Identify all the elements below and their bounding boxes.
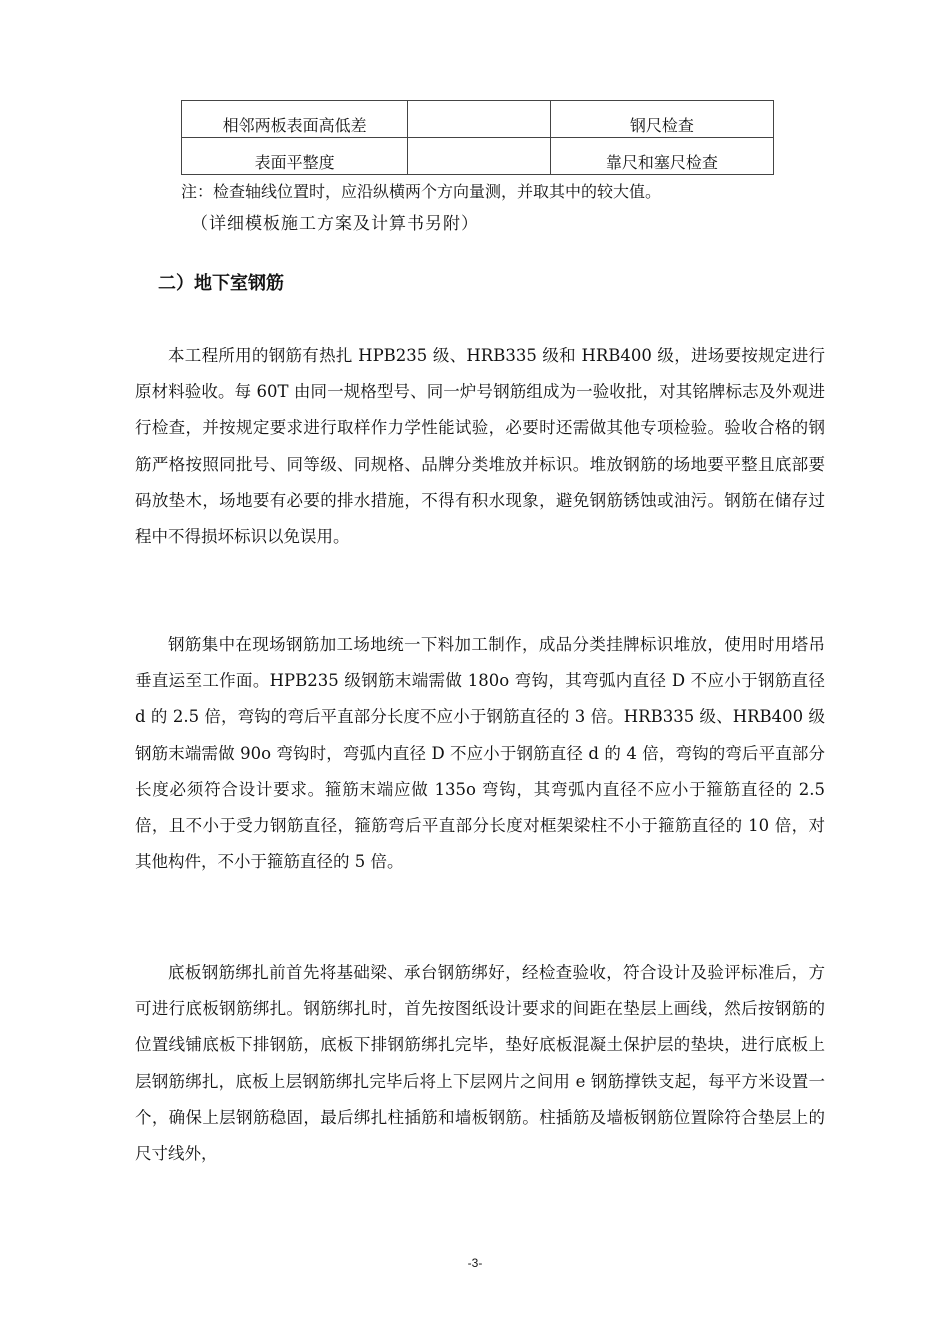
paragraph: 底板钢筋绑扎前首先将基础梁、承台钢筋绑好，经检查验收，符合设计及验评标准后，方可进行底板钢筋绑扎。钢筋绑扎时，首先按图纸设计要求的间距在垫层上画线，然后按钢筋的位置线铺底板下排钢筋，底板下排钢筋绑扎完毕，垫好底板混凝土保护层的垫块，进行底板上层钢筋绑扎，底板上层钢筋绑扎完毕后将上下层网片之间用 e 钢筋撑铁支起，每平方米设置一个，确保上层钢筋稳固，最后绑扎柱插筋和墙板钢筋。柱插筋及墙板钢筋位置除符合垫层上的尺寸线外，: [135, 963, 825, 1164]
paragraph: 本工程所用的钢筋有热扎 HPB235 级、HRB335 级和 HRB400 级，进场要按规定进行原材料验收。每 60T 由同一规格型号、同一炉号钢筋组成为一验收批，对其铭牌标志及外观进行检查，并按规定要求进行取样作力学性能试验，必要时还需做其他专项检验。验收合格的钢筋严格按照同批号、同等级、同规格、品牌分类堆放并标识。堆放钢筋的场地要平整且底部要码放垫木，场地要有必要的排水措施，不得有积水现象，避免钢筋锈蚀或油污。钢筋在储存过程中不得损坏标识以免误用。: [135, 346, 825, 547]
table-cell: 相邻两板表面高低差: [182, 101, 408, 138]
section-heading: 二）地下室钢筋: [158, 273, 284, 294]
table-cell: 靠尺和塞尺检查: [550, 138, 773, 175]
paragraph: 钢筋集中在现场钢筋加工场地统一下料加工制作，成品分类挂牌标识堆放，使用时用塔吊垂直运至工作面。HPB235 级钢筋末端需做 180o 弯钩，其弯弧内直径 D 不应小于钢筋直径 d 的 2.5 倍，弯钩的弯后平直部分长度不应小于钢筋直径的 3 倍。HRB335 级、HRB400 级钢筋末端需做 90o 弯钩时，弯弧内直径 D 不应小于钢筋直径 d 的 4 倍，弯钩的弯后平直部分长度必须符合设计要求。箍筋末端应做 135o 弯钩，其弯弧内直径不应小于箍筋直径的 2.5 倍，且不小于受力钢筋直径，箍筋弯后平直部分长度对框架梁柱不小于箍筋直径的 10 倍，对其他构件，不小于箍筋直径的 5 倍。: [135, 635, 825, 872]
table-note: 注：检查轴线位置时，应沿纵横两个方向量测，并取其中的较大值。: [181, 182, 662, 201]
table-cell: [408, 138, 550, 175]
page-number: -3-: [467, 1256, 483, 1270]
table-row: [182, 101, 774, 138]
inspection-table: [181, 100, 774, 175]
table-cell: [408, 101, 550, 138]
table-cell: 表面平整度: [182, 138, 408, 175]
table-cell: 钢尺检查: [550, 101, 773, 138]
detail-reference: （详细模板施工方案及计算书另附）: [191, 214, 479, 234]
table-row: [182, 138, 774, 175]
